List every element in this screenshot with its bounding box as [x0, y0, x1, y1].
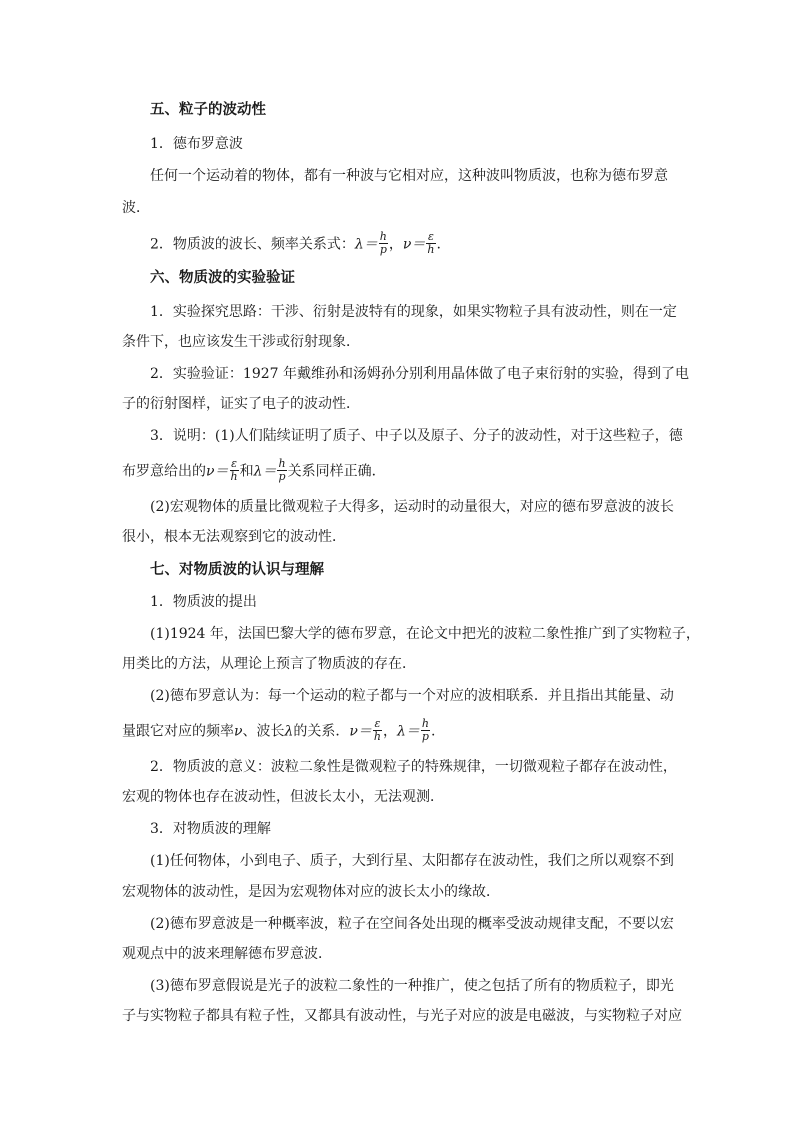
section-heading-6: 六、物质波的实验验证	[150, 270, 295, 286]
fraction-numerator: ε	[428, 230, 434, 243]
formula-end: .	[436, 236, 441, 253]
fraction-numerator: h	[421, 717, 429, 730]
formula-line	[150, 232, 441, 257]
paragraph-line: (2)宏观物体的质量比微观粒子大得多，运动时的动量很大，对应的德布罗意波的波长	[150, 499, 674, 515]
fraction-denominator: p	[278, 470, 286, 483]
paragraph-line: 任何一个运动着的物体，都有一种波与它相对应，这种波叫物质波，也称为德布罗意	[150, 168, 668, 184]
paragraph-line: 宏观物体的波动性，是因为宏观物体对应的波长太小的缘故．	[122, 884, 500, 900]
lambda-symbol: λ＝	[397, 723, 420, 740]
fraction	[230, 458, 239, 483]
nu-symbol: ν	[234, 723, 243, 740]
fraction-numerator: ε	[231, 457, 238, 470]
paragraph-line: 2．实验验证：1927 年戴维孙和汤姆孙分别利用晶体做了电子束衍射的实验，得到了电	[150, 366, 689, 382]
fraction-denominator: p	[379, 243, 387, 256]
formula-prefix: 布罗意给出的	[122, 463, 206, 480]
formula-prefix: 2．物质波的波长、频率关系式：	[150, 236, 355, 253]
paragraph-line: 波．	[122, 200, 150, 216]
paragraph-line: 用类比的方法，从理论上预言了物质波的存在．	[122, 656, 416, 672]
paragraph-line: (1)任何物体，小到电子、质子，大到行星、太阳都存在波动性，我们之所以观察不到	[150, 853, 674, 869]
fraction-numerator: h	[278, 457, 286, 470]
fraction-denominator: p	[421, 730, 429, 743]
fraction	[426, 231, 435, 256]
section-heading-5: 五、粒子的波动性	[150, 102, 266, 118]
nu-symbol: ν＝	[402, 236, 426, 253]
paragraph-line: 1．实验探究思路：干涉、衍射是波特有的现象，如果实物粒子具有波动性，则在一定	[150, 304, 677, 320]
fraction	[379, 231, 388, 256]
text-fragment: 、波长	[242, 723, 285, 740]
paragraph-line: 观观点中的波来理解德布罗意波．	[122, 946, 332, 962]
formula-suffix: 关系同样正确．	[287, 463, 386, 480]
paragraph-line: 子的衍射图样，证实了电子的波动性．	[122, 396, 360, 412]
separator: ，	[388, 236, 403, 253]
paragraph-line: 宏观的物体也存在波动性，但波长太小，无法观测．	[122, 789, 444, 805]
paragraph-line: (1)1924 年，法国巴黎大学的德布罗意，在论文中把光的波粒二象性推广到了实物粒子，	[150, 626, 700, 642]
paragraph-line: 3．说明：(1)人们陆续证明了质子、中子以及原子、分子的波动性，对于这些粒子，德	[150, 428, 683, 444]
nu-symbol: ν＝	[349, 723, 372, 740]
formula-line	[122, 459, 386, 484]
fraction	[421, 718, 430, 743]
formula-prefix: 量跟它对应的频率	[122, 723, 234, 740]
lambda-symbol: λ	[284, 723, 294, 740]
fraction-denominator: h	[427, 243, 435, 256]
paragraph-line: 子与实物粒子都具有粒子性，又都具有波动性，与光子对应的波是电磁波，与实物粒子对应	[122, 1008, 682, 1024]
fraction-denominator: h	[373, 730, 381, 743]
paragraph-line: (3)德布罗意假说是光子的波粒二象性的一种推广，使之包括了所有的物质粒子，即光	[150, 978, 674, 994]
separator: ，	[383, 723, 397, 740]
fraction	[373, 718, 382, 743]
text-fragment: 的关系．	[293, 723, 350, 740]
item-title: 3．对物质波的理解	[150, 821, 271, 837]
fraction-numerator: h	[379, 230, 387, 243]
paragraph-line: (2)德布罗意认为：每一个运动的粒子都与一个对应的波相联系．并且指出其能量、动	[150, 688, 674, 704]
item-title: 1．物质波的提出	[150, 594, 257, 610]
paragraph-line: (2)德布罗意波是一种概率波，粒子在空间各处出现的概率受波动规律支配，不要以宏	[150, 916, 674, 932]
formula-line	[122, 719, 435, 744]
nu-symbol: ν＝	[206, 463, 229, 480]
paragraph-line: 条件下，也应该发生干涉或衍射现象．	[122, 334, 360, 350]
fraction	[277, 458, 286, 483]
formula-end: .	[430, 723, 436, 740]
paragraph-line: 2．物质波的意义：波粒二象性是微观粒子的特殊规律，一切微观粒子都存在波动性，	[150, 759, 677, 775]
lambda-symbol: λ＝	[253, 463, 277, 480]
fraction-denominator: h	[230, 470, 238, 483]
lambda-symbol: λ＝	[354, 236, 378, 253]
conjunction: 和	[239, 463, 254, 480]
fraction-numerator: ε	[374, 717, 381, 730]
paragraph-line: 很小，根本无法观察到它的波动性．	[122, 529, 346, 545]
item-title: 1．德布罗意波	[150, 136, 243, 152]
section-heading-7: 七、对物质波的认识与理解	[150, 562, 324, 578]
